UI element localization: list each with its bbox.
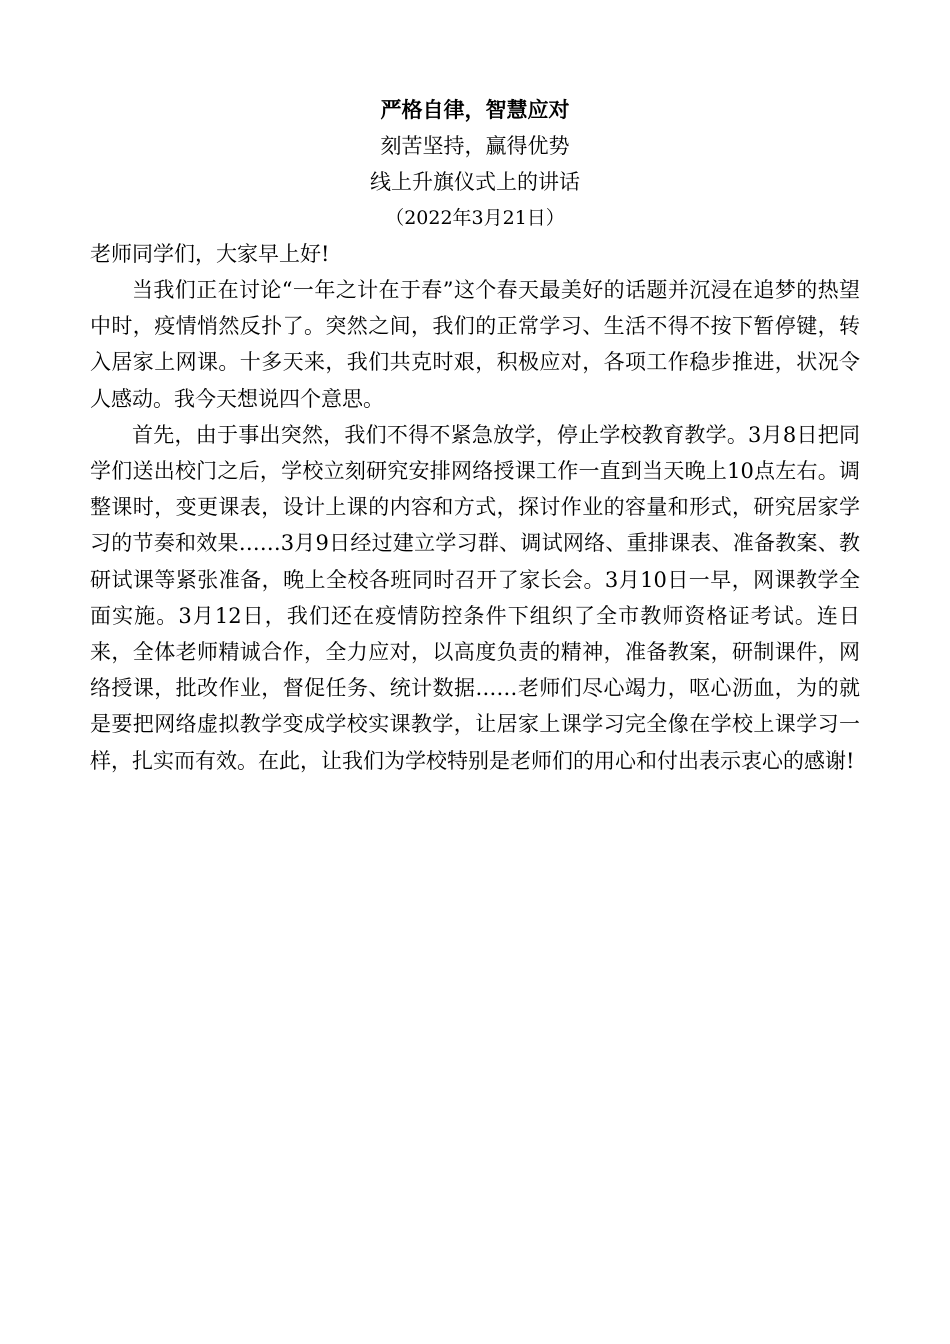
document-page [90,92,860,779]
body-paragraph: 首先，由于事出突然，我们不得不紧急放学，停止学校教育教学。3月8日把同学们送出校门之后，学校立刻研究安排网络授课工作一直到当天晚上10点左右。调整课时，变更课表，设计上课的内容和方式，探讨作业的容量和形式，研究居家学习的节奏和效果……3月9日经过建立学习群、调试网络、重排课表、准备教案、教研试课等紧张准备，晚上全校各班同时召开了家长会。3月10日一早，网课教学全面实施。3月12日，我们还在疫情防控条件下组织了全市教师资格证考试。连日来，全体老师精诚合作，全力应对，以高度负责的精神，准备教案，研制课件，网络授课，批改作业，督促任务、统计数据……老师们尽心竭力，呕心沥血，为的就是要把网络虚拟教学变成学校实课教学，让居家上课学习完全像在学校上课学习一样，扎实而有效。在此，让我们为学校特别是老师们的用心和付出表示衷心的感谢! [90,422,860,773]
document-subtitle-2: 线上升旗仪式上的讲话 [370,170,580,194]
document-date: （2022年3月21日） [385,207,565,229]
document-subtitle-1: 刻苦坚持，赢得优势 [380,134,570,158]
document-title: 严格自律，智慧应对 [380,97,570,122]
body-paragraph: 当我们正在讨论“一年之计在于春”这个春天最美好的话题并沉浸在追梦的热望中时，疫情悄然反扑了。突然之间，我们的正常学习、生活不得不按下暂停键，转入居家上网课。十多天来，我们共克时艰，积极应对，各项工作稳步推进，状况令人感动。我今天想说四个意思。 [90,278,860,411]
greeting: 老师同学们，大家早上好! [90,242,330,266]
